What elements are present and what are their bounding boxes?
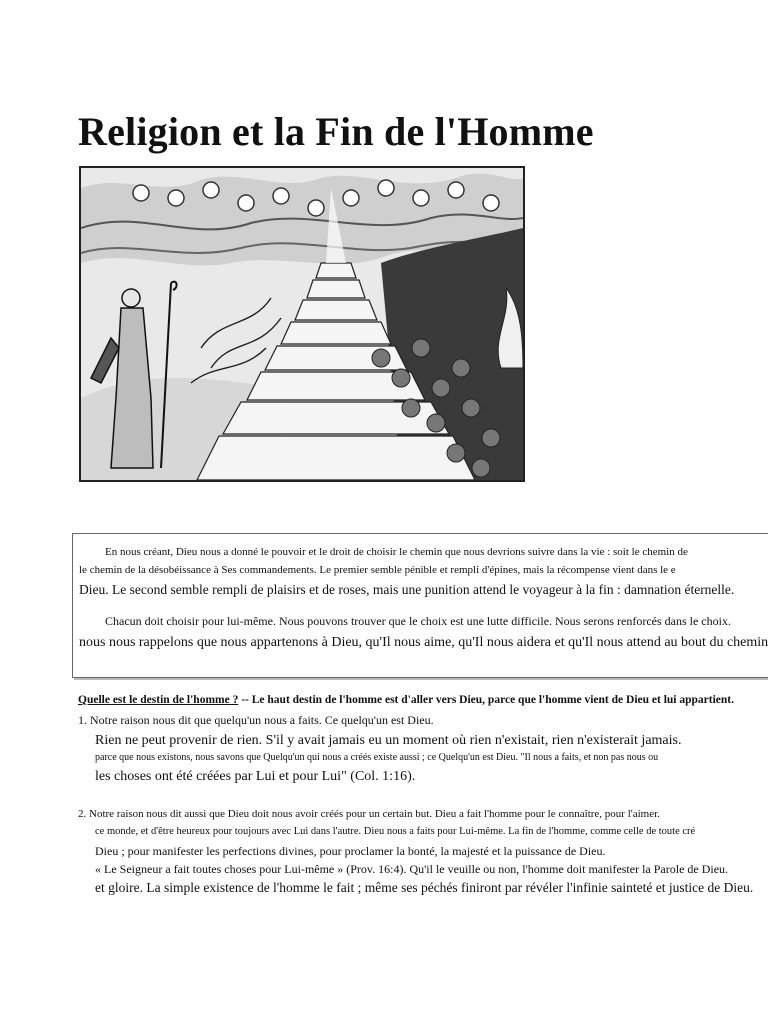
page-title: Religion et la Fin de l'Homme	[78, 109, 594, 154]
intro-line: le chemin de la désobéissance à Ses commandements. Le premier semble pénible et rempli d'épines, mais la récompense vient dans le e	[79, 564, 676, 576]
intro-line: Chacun doit choisir pour lui-même. Nous pouvons trouver que le choix est une lutte difficile. Nous serons renforcés dans le choix.	[105, 614, 731, 628]
point2-line: « Le Seigneur a fait toutes choses pour Lui-même » (Prov. 16:4). Qu'il le veuille ou non, l'homme doit manifester la Parole de Dieu.	[95, 862, 729, 876]
intro-box	[72, 533, 768, 678]
intro-line: Dieu. Le second semble rempli de plaisirs et de roses, mais une punition attend le voyageur à la fin : damnation éternelle.	[79, 582, 735, 597]
question-answer: -- Le haut destin de l'homme est d'aller vers Dieu, parce que l'homme vient de Dieu et lui appartient.	[238, 694, 734, 706]
point2-line: ce monde, et d'être heureux pour toujours avec Lui dans l'autre. Dieu nous a faits pour Lui-même. La fin de l'homme, comme celle de toute cré	[95, 826, 696, 837]
intro-line: En nous créant, Dieu nous a donné le pouvoir et le droit de choisir le chemin que nous devrions suivre dans la vie : soit le chemin de	[105, 546, 688, 558]
point2-line: et gloire. La simple existence de l'homme le fait ; même ses péchés finiront par révéler l'infinie sainteté et justice de Dieu.	[95, 880, 754, 895]
point1-line: les choses ont été créées par Lui et pour Lui" (Col. 1:16).	[95, 769, 416, 784]
point1-line: parce que nous existons, nous savons que Quelqu'un qui nous a créés existe aussi ; ce Quelqu'un est Dieu. "Il nous a faits, et non pas nous ou	[95, 752, 659, 763]
question-line	[78, 694, 734, 706]
point1-line: 1. Notre raison nous dit que quelqu'un nous a faits. Ce quelqu'un est Dieu.	[78, 713, 434, 727]
point1-line: Rien ne peut provenir de rien. S'il y avait jamais eu un moment où rien n'existait, rien n'existerait jamais.	[95, 733, 682, 748]
point2-line: 2. Notre raison nous dit aussi que Dieu doit nous avoir créés pour un certain but. Dieu a fait l'homme pour le connaître, pour l'aimer.	[78, 808, 660, 820]
question-label: Quelle est le destin de l'homme ?	[78, 694, 239, 706]
engraving-illustration	[79, 166, 525, 482]
point2-line: Dieu ; pour manifester les perfections divines, pour proclamer la bonté, la majesté et la puissance de Dieu.	[95, 844, 606, 858]
intro-line: nous nous rappelons que nous appartenons à Dieu, qu'Il nous aime, qu'Il nous aidera et qu'Il nous attend au bout du chemin	[79, 635, 768, 650]
